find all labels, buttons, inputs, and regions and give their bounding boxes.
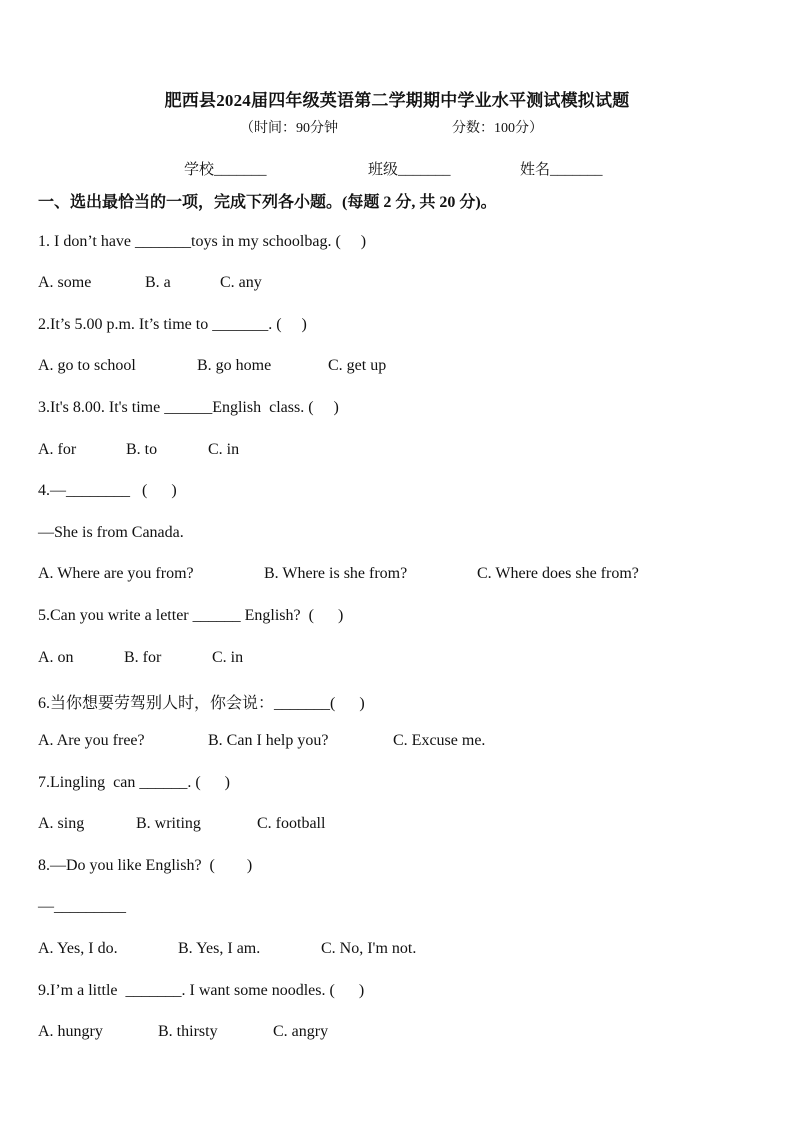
name-field: 姓名_______ (520, 162, 603, 178)
q4-option-c: C. Where does she from? (477, 565, 639, 582)
q1-option-c: C. any (220, 274, 262, 291)
q8-option-a: A. Yes, I do. (38, 940, 118, 957)
q5-option-b: B. for (124, 649, 162, 666)
q2-option-a: A. go to school (38, 357, 136, 374)
q9-option-c: C. angry (273, 1023, 329, 1040)
exam-score: 分数：100分） (452, 121, 543, 136)
question-9: 9.I’m a little _______. I want some noodles. ( ) (38, 982, 365, 999)
q4-option-b: B. Where is she from? (264, 565, 408, 582)
question-4-response: —She is from Canada. (38, 524, 184, 541)
q8-option-c: C. No, I'm not. (321, 940, 417, 957)
question-8: 8.—Do you like English? ( ) (38, 857, 253, 874)
page-title: 肥西县2024届四年级英语第二学期期中学业水平测试模拟试题 (164, 91, 630, 110)
q1-option-a: A. some (38, 274, 92, 291)
q2-option-c: C. get up (328, 357, 387, 374)
school-field: 学校_______ (184, 162, 267, 178)
class-field: 班级_______ (368, 162, 451, 178)
question-3: 3.It's 8.00. It's time ______English class. ( ) (38, 399, 339, 416)
q8-option-b: B. Yes, I am. (178, 940, 261, 957)
q3-option-b: B. to (126, 441, 158, 458)
section-heading: 一、选出最恰当的一项，完成下列各小题。(每题 2 分, 共 20 分)。 (38, 194, 497, 211)
question-7: 7.Lingling can ______. ( ) (38, 774, 230, 791)
question-1: 1. I don’t have _______toys in my schoolbag. ( ) (38, 233, 367, 250)
question-2: 2.It’s 5.00 p.m. It’s time to _______. ( ) (38, 316, 307, 333)
q7-option-b: B. writing (136, 815, 201, 832)
q9-option-b: B. thirsty (158, 1023, 218, 1040)
question-8-response: —_________ (38, 898, 126, 915)
q4-option-a: A. Where are you from? (38, 565, 194, 582)
q7-option-a: A. sing (38, 815, 85, 832)
q5-option-c: C. in (212, 649, 244, 666)
q6-option-a: A. Are you free? (38, 732, 145, 749)
q5-option-a: A. on (38, 649, 74, 666)
question-4: 4.—________ ( ) (38, 482, 177, 499)
exam-time: （时间：90分钟 (240, 121, 338, 136)
q2-option-b: B. go home (197, 357, 272, 374)
q3-option-c: C. in (208, 441, 240, 458)
q1-option-b: B. a (145, 274, 171, 291)
question-5: 5.Can you write a letter ______ English? ( ) (38, 607, 344, 624)
question-6: 6.当你想要劳驾别人时，你会说：_______( ) (38, 695, 365, 712)
q6-option-c: C. Excuse me. (393, 732, 486, 749)
q3-option-a: A. for (38, 441, 77, 458)
q6-option-b: B. Can I help you? (208, 732, 329, 749)
q9-option-a: A. hungry (38, 1023, 103, 1040)
q7-option-c: C. football (257, 815, 326, 832)
